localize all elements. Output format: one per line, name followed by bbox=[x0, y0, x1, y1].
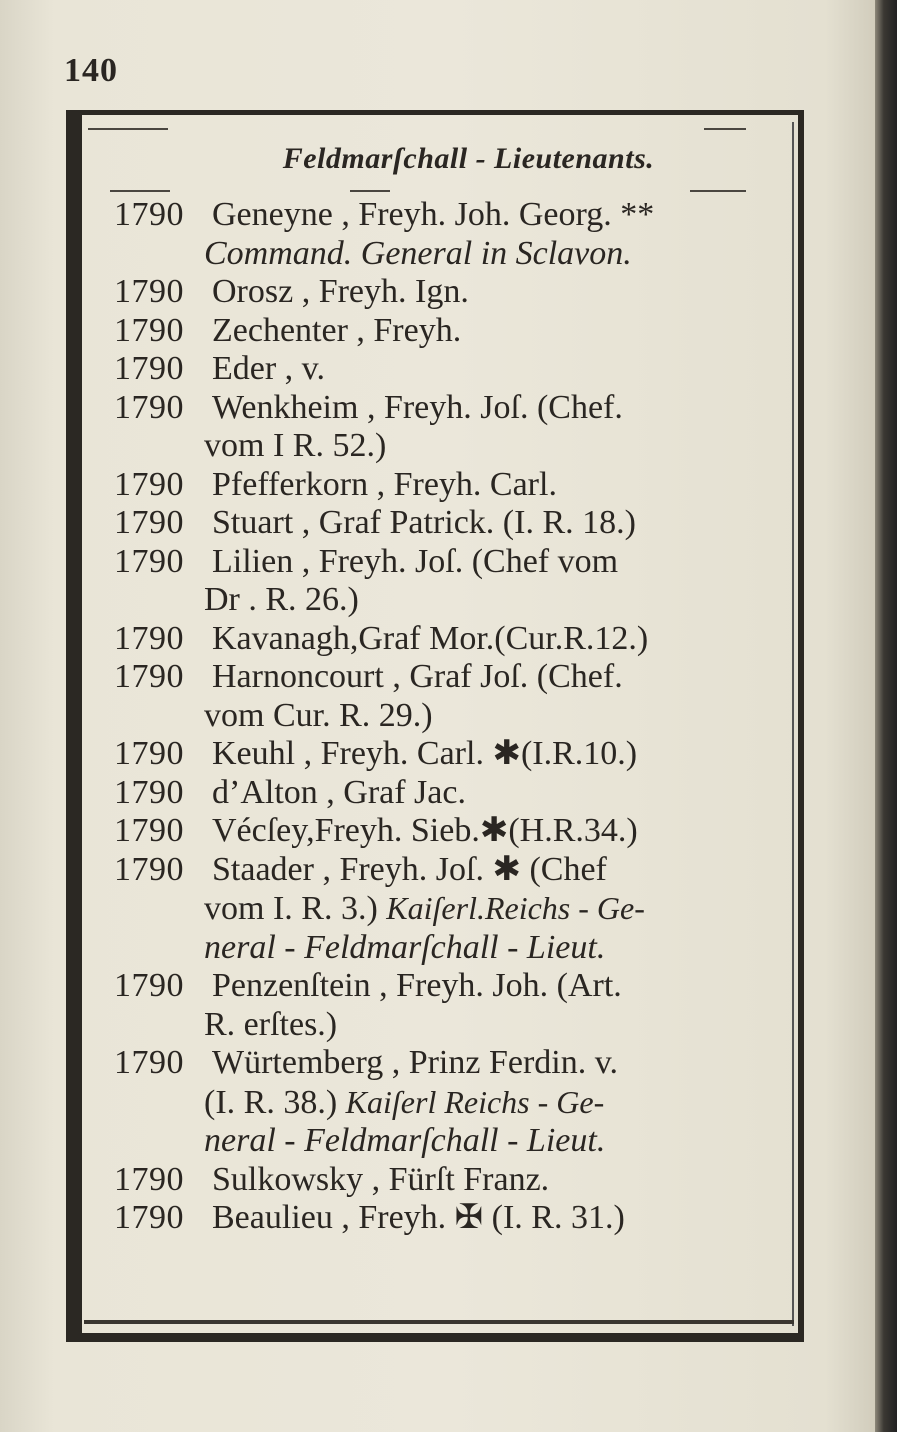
list-item bbox=[114, 851, 786, 890]
entry-year: 1790 bbox=[114, 1199, 184, 1236]
entry-continuation bbox=[114, 1006, 786, 1045]
mid-rule-right bbox=[690, 190, 746, 192]
entry-name: Beaulieu , Freyh. ✠ (I. R. 31.) bbox=[212, 1199, 625, 1236]
entry-continuation bbox=[114, 235, 786, 274]
entry-continuation-text: vom Cur. R. 29.) bbox=[204, 696, 433, 734]
entry-continuation-text: neral - Feldmarſchall - Lieut. bbox=[204, 928, 606, 966]
entry-year: 1790 bbox=[114, 967, 184, 1004]
entry-continuation bbox=[114, 427, 786, 466]
entry-name: Sulkowsky , Fürſt Franz. bbox=[212, 1160, 550, 1198]
entry-continuation-text: (I. R. 38.) bbox=[204, 1083, 346, 1121]
entry-continuation-text: vom I R. 52.) bbox=[204, 427, 387, 464]
list-item bbox=[114, 658, 786, 697]
entry-year: 1790 bbox=[114, 850, 184, 888]
entry-year: 1790 bbox=[114, 1044, 184, 1081]
section-heading: Feldmarſchall - Lieutenants. bbox=[282, 142, 655, 175]
entry-continuation-text: neral - Feldmarſchall - Lieut. bbox=[204, 1122, 606, 1159]
entry-year: 1790 bbox=[114, 196, 184, 233]
entry-name: Stuart , Graf Patrick. (I. R. 18.) bbox=[212, 504, 636, 541]
entry-name: Lilien , Freyh. Joſ. (Chef vom bbox=[212, 542, 619, 580]
book-gutter bbox=[875, 0, 897, 1432]
list-item bbox=[114, 812, 786, 851]
entry-title-note: Kaiſerl Reichs - Ge- bbox=[345, 1083, 605, 1120]
list-item bbox=[114, 273, 786, 312]
entry-continuation bbox=[114, 581, 786, 620]
top-rule-right bbox=[704, 128, 746, 130]
list-item bbox=[114, 350, 786, 389]
entry-name: Wenkheim , Freyh. Joſ. (Chef. bbox=[212, 388, 623, 426]
entry-name: Staader , Freyh. Joſ. ✱ (Chef bbox=[212, 850, 607, 888]
entry-year: 1790 bbox=[114, 273, 184, 310]
entry-year: 1790 bbox=[114, 812, 184, 849]
page-number: 140 bbox=[64, 52, 118, 89]
entry-name: Eder , v. bbox=[212, 350, 325, 387]
entries-list bbox=[114, 196, 786, 1238]
entry-name: Harnoncourt , Graf Joſ. (Chef. bbox=[212, 658, 623, 695]
entry-continuation-text: Command. General in Sclavon. bbox=[204, 234, 632, 272]
list-item bbox=[114, 196, 786, 235]
entry-name: Pfefferkorn , Freyh. Carl. bbox=[212, 465, 557, 503]
list-item bbox=[114, 735, 786, 774]
list-item bbox=[114, 620, 786, 659]
entry-name: Würtemberg , Prinz Ferdin. v. bbox=[212, 1044, 619, 1081]
entry-name: Zechenter , Freyh. bbox=[212, 311, 462, 349]
entry-continuation bbox=[114, 1122, 786, 1161]
list-item bbox=[114, 1199, 786, 1238]
entry-year: 1790 bbox=[114, 504, 184, 541]
mid-rule-left bbox=[110, 190, 170, 192]
entry-year: 1790 bbox=[114, 658, 184, 695]
entry-name: Kavanagh,Graf Mor.(Cur.R.12.) bbox=[212, 619, 649, 657]
list-item bbox=[114, 504, 786, 543]
entry-name: Vécſey,Freyh. Sieb.✱(H.R.34.) bbox=[212, 812, 638, 849]
entry-year: 1790 bbox=[114, 619, 184, 657]
entry-year: 1790 bbox=[114, 773, 184, 811]
list-item bbox=[114, 774, 786, 813]
entry-name: Orosz , Freyh. Ign. bbox=[212, 273, 469, 310]
mid-rule-center bbox=[350, 190, 390, 192]
entry-continuation bbox=[114, 1083, 786, 1123]
entry-year: 1790 bbox=[114, 388, 184, 426]
entry-continuation bbox=[114, 929, 786, 968]
entry-year: 1790 bbox=[114, 350, 184, 387]
list-item bbox=[114, 543, 786, 582]
entry-continuation bbox=[114, 697, 786, 736]
list-item bbox=[114, 389, 786, 428]
list-item bbox=[114, 1044, 786, 1083]
entry-name: Geneyne , Freyh. Joh. Georg. ** bbox=[212, 196, 655, 233]
list-item bbox=[114, 312, 786, 351]
entry-title-note: Kaiſerl.Reichs - Ge- bbox=[386, 890, 645, 926]
entry-name: d’Alton , Graf Jac. bbox=[212, 773, 466, 811]
list-item bbox=[114, 1161, 786, 1200]
entry-continuation-text: Dr . R. 26.) bbox=[204, 581, 359, 618]
entry-continuation-text: R. erſtes.) bbox=[204, 1005, 338, 1043]
list-item bbox=[114, 967, 786, 1006]
entry-name: Keuhl , Freyh. Carl. ✱(I.R.10.) bbox=[212, 735, 638, 772]
entry-name: Penzenſtein , Freyh. Joh. (Art. bbox=[212, 967, 622, 1004]
entry-year: 1790 bbox=[114, 1160, 184, 1198]
entry-year: 1790 bbox=[114, 542, 184, 580]
entry-continuation bbox=[114, 889, 786, 929]
entry-year: 1790 bbox=[114, 735, 184, 772]
entry-continuation-text: vom I. R. 3.) bbox=[204, 890, 387, 927]
entry-year: 1790 bbox=[114, 465, 184, 503]
list-item bbox=[114, 466, 786, 505]
top-rule-left bbox=[88, 128, 168, 130]
bottom-rule bbox=[84, 1320, 794, 1324]
entry-year: 1790 bbox=[114, 311, 184, 349]
